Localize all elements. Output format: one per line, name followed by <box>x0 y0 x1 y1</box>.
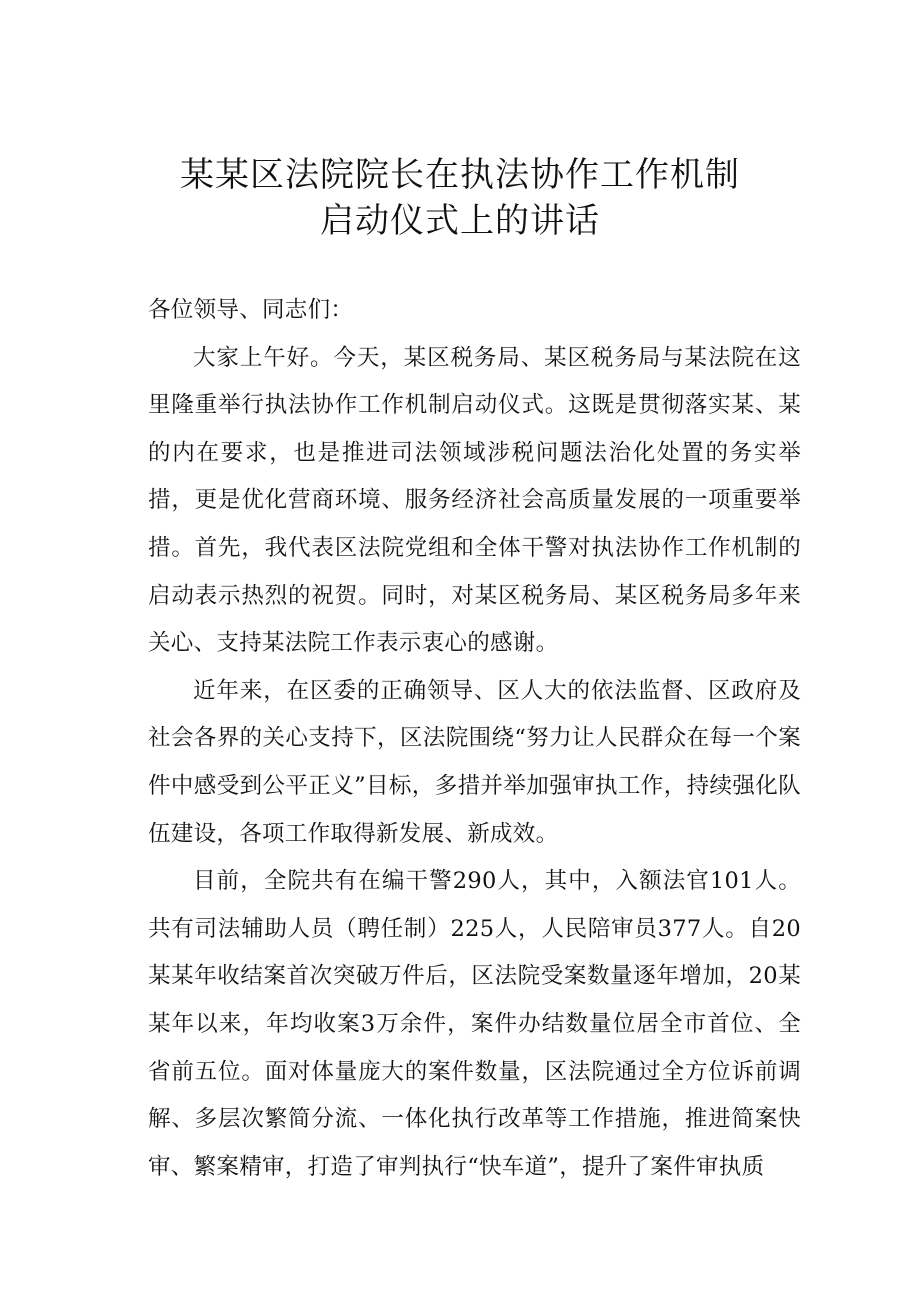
document-title <box>120 152 800 244</box>
title-line-2: 启动仪式上的讲话 <box>320 201 600 241</box>
document-body <box>148 287 801 1191</box>
paragraph-opening: 大家上午好。今天，某区税务局、某区税务局与某法院在这里隆重举行执法协作工作机制启动仪式。这既是贯彻落实某、某的内在要求，也是推进司法领域涉税问题法治化处置的务实举措，更是优化营商环境、服务经济社会高质量发展的一项重要举措。首先，我代表区法院党组和全体干警对执法协作工作机制的启动表示热烈的祝贺。同时，对某区税务局、某区税务局多年来关心、支持某法院工作表示衷心的感谢。 <box>148 344 801 657</box>
title-line-1: 某某区法院院长在执法协作工作机制 <box>180 155 740 195</box>
paragraph-current-status: 目前，全院共有在编干警290人，其中，入额法官101人。共有司法辅助人员（聘任制）225人，人民陪审员377人。自20某某年收结案首次突破万件后，区法院受案数量逐年增加，20某某年以来，年均收案3万余件，案件办结数量位居全市首位、全省前五位。面对体量庞大的案件数量，区法院通过全方位诉前调解、多层次繁简分流、一体化执行改革等工作措施，推进简案快审、繁案精审，打造了审判执行“快车道”，提升了案件审执质 <box>148 868 801 1180</box>
paragraph-recent-years: 近年来，在区委的正确领导、区人大的依法监督、区政府及社会各界的关心支持下，区法院围绕“努力让人民群众在每一个案件中感受到公平正义”目标，多措并举加强审执工作，持续强化队伍建设，各项工作取得新发展、新成效。 <box>148 677 801 847</box>
salutation: 各位领导、同志们： <box>148 297 354 323</box>
